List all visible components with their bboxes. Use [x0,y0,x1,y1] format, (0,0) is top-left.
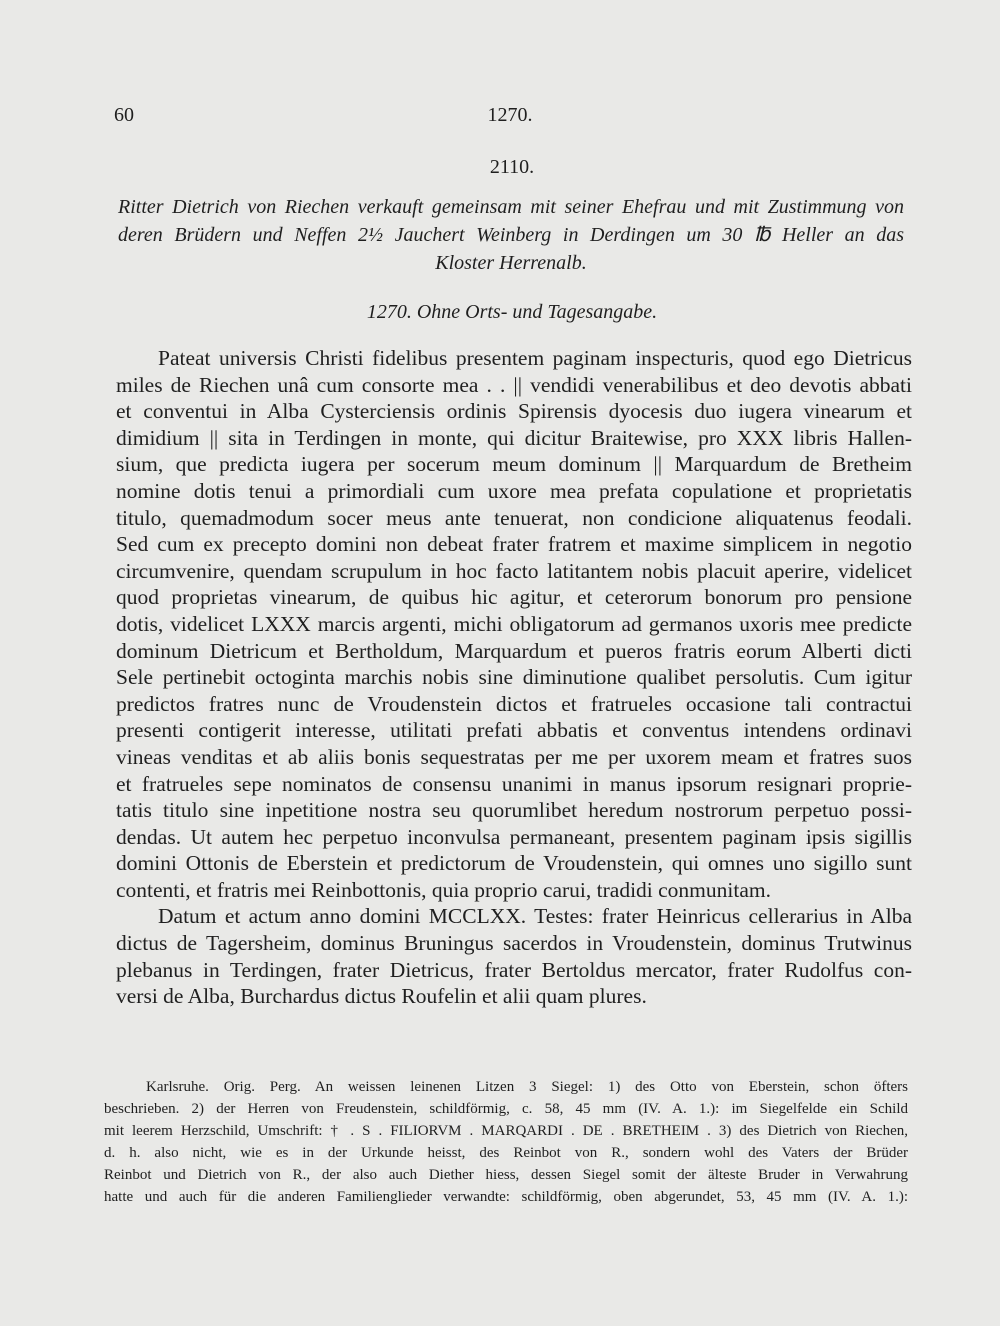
text-line: miles de Riechen unâ cum consorte mea . . || vendidi venerabilibus et deo devotis abbati [116,372,912,397]
text-line: tatis titulo sine inpetitione nostra seu quorumlibet heredum nostrorum perpetuo possi- [116,798,912,823]
archival-notes [104,1076,908,1208]
running-header-year: 1270. [487,104,533,126]
text-line: et fratrueles sepe nominatos de consensu unanimi in manus ipsorum resignari proprie- [116,771,912,796]
text-line: quod proprietas vinearum, de quibus hic agitur, et ceterorum bonorum pro pensione [116,585,912,610]
text-line: nomine dotis tenui a primordiali cum uxore mea prefata copulatione et proprietatis [116,478,912,503]
note-line: d. h. also nicht, wie es in der Urkunde heisst, des Reinbot von R., sondern wohl des Vaters der Brüder [104,1145,908,1161]
text-line: dimidium || sita in Terdingen in monte, qui dicitur Braitewise, pro XXX libris Hallen- [116,425,912,450]
note-line: beschrieben. 2) der Herren von Freudenstein, schildförmig, c. 58, 45 mm (IV. A. 1.): im Siegelfelde ein Schild [104,1101,908,1117]
text-line: dominum Dietricum et Bertholdum, Marquardum et pueros fratris eorum Alberti dicti [116,638,912,663]
text-line: et conventui in Alba Cysterciensis ordinis Spirensis dyocesis duo iugera vinearum et [116,399,912,424]
regest-summary [118,193,904,277]
text-line: dictus de Tagersheim, dominus Bruningus sacerdos in Vroudenstein, dominus Trutwinus [116,931,912,956]
regest-line: Kloster Herrenalb. [435,252,587,274]
page-header [0,104,1000,134]
text-line: Pateat universis Christi fidelibus presentem paginam inspecturis, quod ego Dietricus [158,346,912,370]
note-line: mit leerem Herzschild, Umschrift: † . S . FILIORVM . MARQARDI . DE . BRETHEIM . 3) des Dietrich von Riechen, [104,1123,908,1139]
text-line: sium, que predicta iugera per socerum meum dominum || Marquardum de Bretheim [116,452,912,477]
text-line: titulo, quemadmodum socer meus ante tenuerat, non condicione aliquatenus feodali. [116,505,912,530]
text-line: dendas. Ut autem hec perpetuo inconvulsa permaneant, presentem paginam ipsis sigillis [116,824,912,849]
regest-line: deren Brüdern und Neffen 2½ Jauchert Weinberg in Derdingen um 30 ℔ Heller an das [118,224,904,246]
note-line: Reinbot und Dietrich von R., der also auch Diether hiess, dessen Siegel somit der älteste Bruder in Verwahrung [104,1167,908,1183]
charter-text [116,345,912,1010]
text-line: presenti contigerit interesse, utilitati prefati abbatis et conventus intendens ordinavi [116,718,912,743]
page-number: 60 [114,104,134,126]
text-line: dotis, videlicet LXXX marcis argenti, michi obligatorum ad germanos uxoris mee predicte [116,611,912,636]
note-line: Karlsruhe. Orig. Perg. An weissen leinenen Litzen 3 Siegel: 1) des Otto von Eberstein, schon öfters [146,1079,908,1095]
text-line: plebanus in Terdingen, frater Dietricus, frater Bertoldus mercator, frater Rudolfus con- [116,957,912,982]
note-line: hatte und auch für die anderen Familienglieder verwandte: schildförmig, oben abgerundet, 53, 45 mm (IV. A. 1.): [104,1189,908,1205]
text-line: Sele pertinebit octoginta marchis nobis sine diminutione qualibet persolutis. Cum igitur [116,665,912,690]
text-line: vineas venditas et ab aliis bonis sequestratas per me per uxorem meam et fratres suos [116,744,912,769]
text-line: circumvenire, quendam scrupulum in hoc facto latitantem nobis placuit aperire, videlicet [116,558,912,583]
dating-line: 1270. Ohne Orts- und Tagesangabe. [366,301,658,323]
text-line: contenti, et fratris mei Reinbottonis, quia proprio carui, tradidi conmunitam. [116,877,771,902]
text-line: predictos fratres nunc de Vroudenstein dictos et fratrueles occasione tali contractui [116,691,912,716]
document-number: 2110. [489,156,535,178]
text-line: domini Ottonis de Eberstein et predictorum de Vroudenstein, qui omnes uno sigillo sunt [116,851,912,876]
text-line: Sed cum ex precepto domini non debeat frater fratrem et maxime simplicem in negotio [116,532,912,557]
text-line: Datum et actum anno domini MCCLXX. Testes: frater Heinricus cellerarius in Alba [158,904,912,929]
text-line: versi de Alba, Burchardus dictus Roufelin et alii quam plures. [116,984,647,1009]
regest-line: Ritter Dietrich von Riechen verkauft gemeinsam mit seiner Ehefrau und mit Zustimmung von [118,196,904,218]
